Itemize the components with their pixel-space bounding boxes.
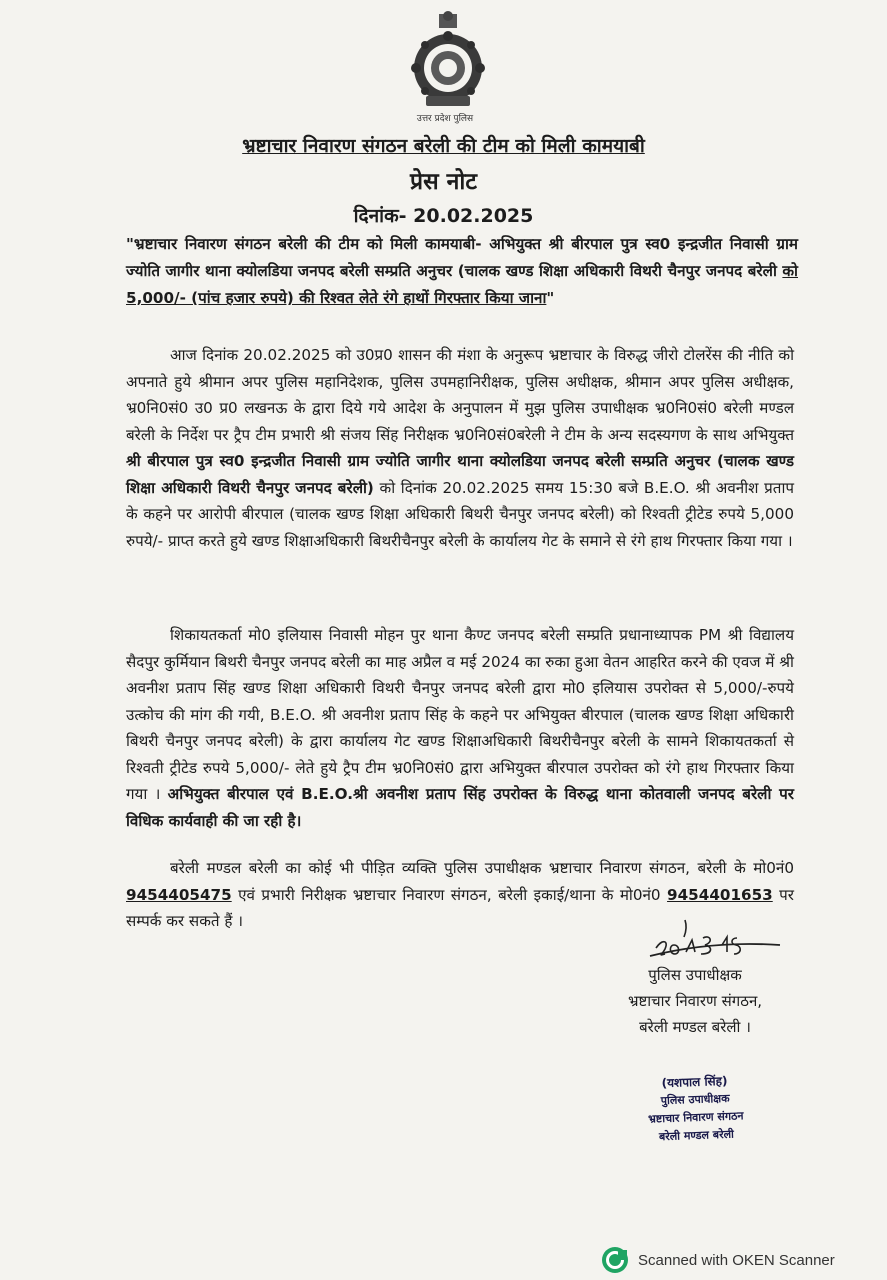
para3-text-b: एवं प्रभारी निरीक्षक भ्रष्टाचार निवारण संगठन, बरेली इकाई/थाना के मो0नं0 [231,885,668,904]
oken-scanner-logo-icon [600,1245,630,1275]
subject-part-1: "भ्रष्टाचार निवारण संगठन बरेली की टीम को मिली कामयाबी- अभियुक्त श्री बीरपाल पुत्र स्व0 इन्द्रजीत निवासी ग्राम ज्योति जागीर थाना क्योलडिया जनपद बरेली सम्प्रति अनुचर (चालक खण्ड शिक्षा अधिकारी विथरी चैनपुर जनपद बरेली [126,235,798,280]
scanner-watermark-text: Scanned with OKEN Scanner [638,1251,835,1269]
para3-text-a: बरेली मण्डल बरेली का कोई भी पीड़ित व्यक्ति पुलिस उपाधीक्षक भ्रष्टाचार निवारण संगठन, बरेली के मो0नं0 [170,859,794,877]
subject-part-3: " [546,289,555,307]
press-note-heading: प्रेस नोट [410,169,477,195]
subject-line [126,231,798,312]
paragraph-complaint [126,622,794,834]
stamp-designation: पुलिस उपाधीक्षक [660,1091,730,1108]
para2-text-a: शिकायतकर्ता मो0 इलियास निवासी मोहन पुर थाना कैण्ट जनपद बरेली सम्प्रति प्रधानाध्यापक PM श्री विद्यालय सैदपुर कुर्मियान बिथरी चैनपुर जनपद बरेली का माह अप्रैल व मई 2024 का रुका हुआ वेतन आहरित करने की एवज में श्री अवनीश प्रताप सिंह खण्ड शिक्षा अधिकारी विथरी चैनपुर जनपद बरेली द्वारा मो0 इलियास उपरोक्त से 5,000/-रुपये उत्कोच की मांग की गयी, B.E.O. श्री अवनीश प्रताप सिंह के कहने पर अभियुक्त बीरपाल (चालक खण्ड शिक्षा अधिकारी बिथरी चैनपुर जनपद बरेली) के द्वारा कार्यालय गेट खण्ड शिक्षाअधिकारी बिथरीचैनपुर बरेली के सामने शिकायतकर्ता से रिश्वती ट्रीटेड रुपये 5,000/- लेते हुये ट्रैप टीम भ्र0नि0सं0 द्वारा अभियुक्त बीरपाल उपरोक्त को रंगे हाथ गिरफ्तार किया गया । [126,626,794,803]
para1-accused: श्री बीरपाल पुत्र स्व0 इन्द्रजीत निवासी ग्राम ज्योति जागीर थाना क्योलडिया जनपद बरेली सम्प्रति अनुचर (चालक खण्ड शिक्षा अधिकारी विथरी चैनपुर जनपद बरेली) [126,452,794,497]
scanner-watermark [600,1245,835,1275]
date-line: दिनांक- 20.02.2025 [353,205,534,227]
emblem-caption: उत्तर प्रदेश पुलिस [416,114,474,124]
handwritten-signature [640,912,790,962]
paragraph-arrest-details [126,342,794,554]
phone-number-2: 9454401653 [667,885,773,904]
signature-organisation: भ्रष्टाचार निवारण संगठन, [627,992,763,1010]
page-title: भ्रष्टाचार निवारण संगठन बरेली की टीम को मिली कामयाबी [242,135,645,157]
official-stamp [617,1070,774,1147]
stamp-office: बरेली मण्डल बरेली [658,1127,735,1144]
phone-number-1: 9454405475 [126,885,232,904]
stamp-name: (यशपाल सिंह) [661,1073,728,1091]
signature-office: बरेली मण्डल बरेली । [639,1018,751,1036]
para1-text-c: को दिनांक 20.02.2025 समय 15:30 बजे B.E.O. श्री अवनीश प्रताप के कहने पर आरोपी बीरपाल (चालक खण्ड शिक्षा अधिकारी बिथरी चैनपुर जनपद बरेली) को रिश्वती ट्रीटेड रुपये 5,000 रुपये/- प्राप्त करते हुये खण्ड शिक्षाअधिकारी बिथरीचैनपुर बरेली के कार्यालय गेट के समाने से रंगे हाथ गिरफ्तार किया गया । [126,478,794,550]
para2-legal-action: अभियुक्त बीरपाल एवं B.E.O.श्री अवनीश प्रताप सिंह उपरोक्त के विरुद्ध थाना कोतवाली जनपद बरेली पर विधिक कार्यवाही की जा रही है। [126,785,794,830]
para1-text-a: आज दिनांक 20.02.2025 को उ0प्र0 शासन की मंशा के अनुरूप भ्रष्टाचार के विरुद्ध जीरो टोलरेंस की नीति को अपनाते हुये श्रीमान अपर पुलिस महानिदेशक, पुलिस उपमहानिरीक्षक, पुलिस अधीक्षक, श्रीमान अपर पुलिस अधीक्षक, भ्र0नि0सं0 उ0 प्र0 लखनऊ के द्वारा दिये गये आदेश के अनुपालन में मुझ पुलिस उपाधीक्षक भ्र0नि0सं0 बरेली मण्डल बरेली के निर्देश पर ट्रैप टीम प्रभारी श्री संजय सिंह निरीक्षक भ्र0नि0सं0बरेली ने टीम के अन्य सदस्यगण के साथ अभियुक्त [126,346,794,444]
up-police-emblem-icon [402,10,494,118]
stamp-organisation: भ्रष्टाचार निवारण संगठन [647,1109,744,1126]
subject-part-2: को 5,000/- (पांच हजार रुपये) की रिश्वत लेते रंगे हाथों गिरफ्तार किया जाना [126,262,798,307]
signature-block [610,962,780,1040]
signature-designation: पुलिस उपाधीक्षक [648,966,742,984]
para3-text-c: पर सम्पर्क कर सकते हैं । [126,885,795,930]
